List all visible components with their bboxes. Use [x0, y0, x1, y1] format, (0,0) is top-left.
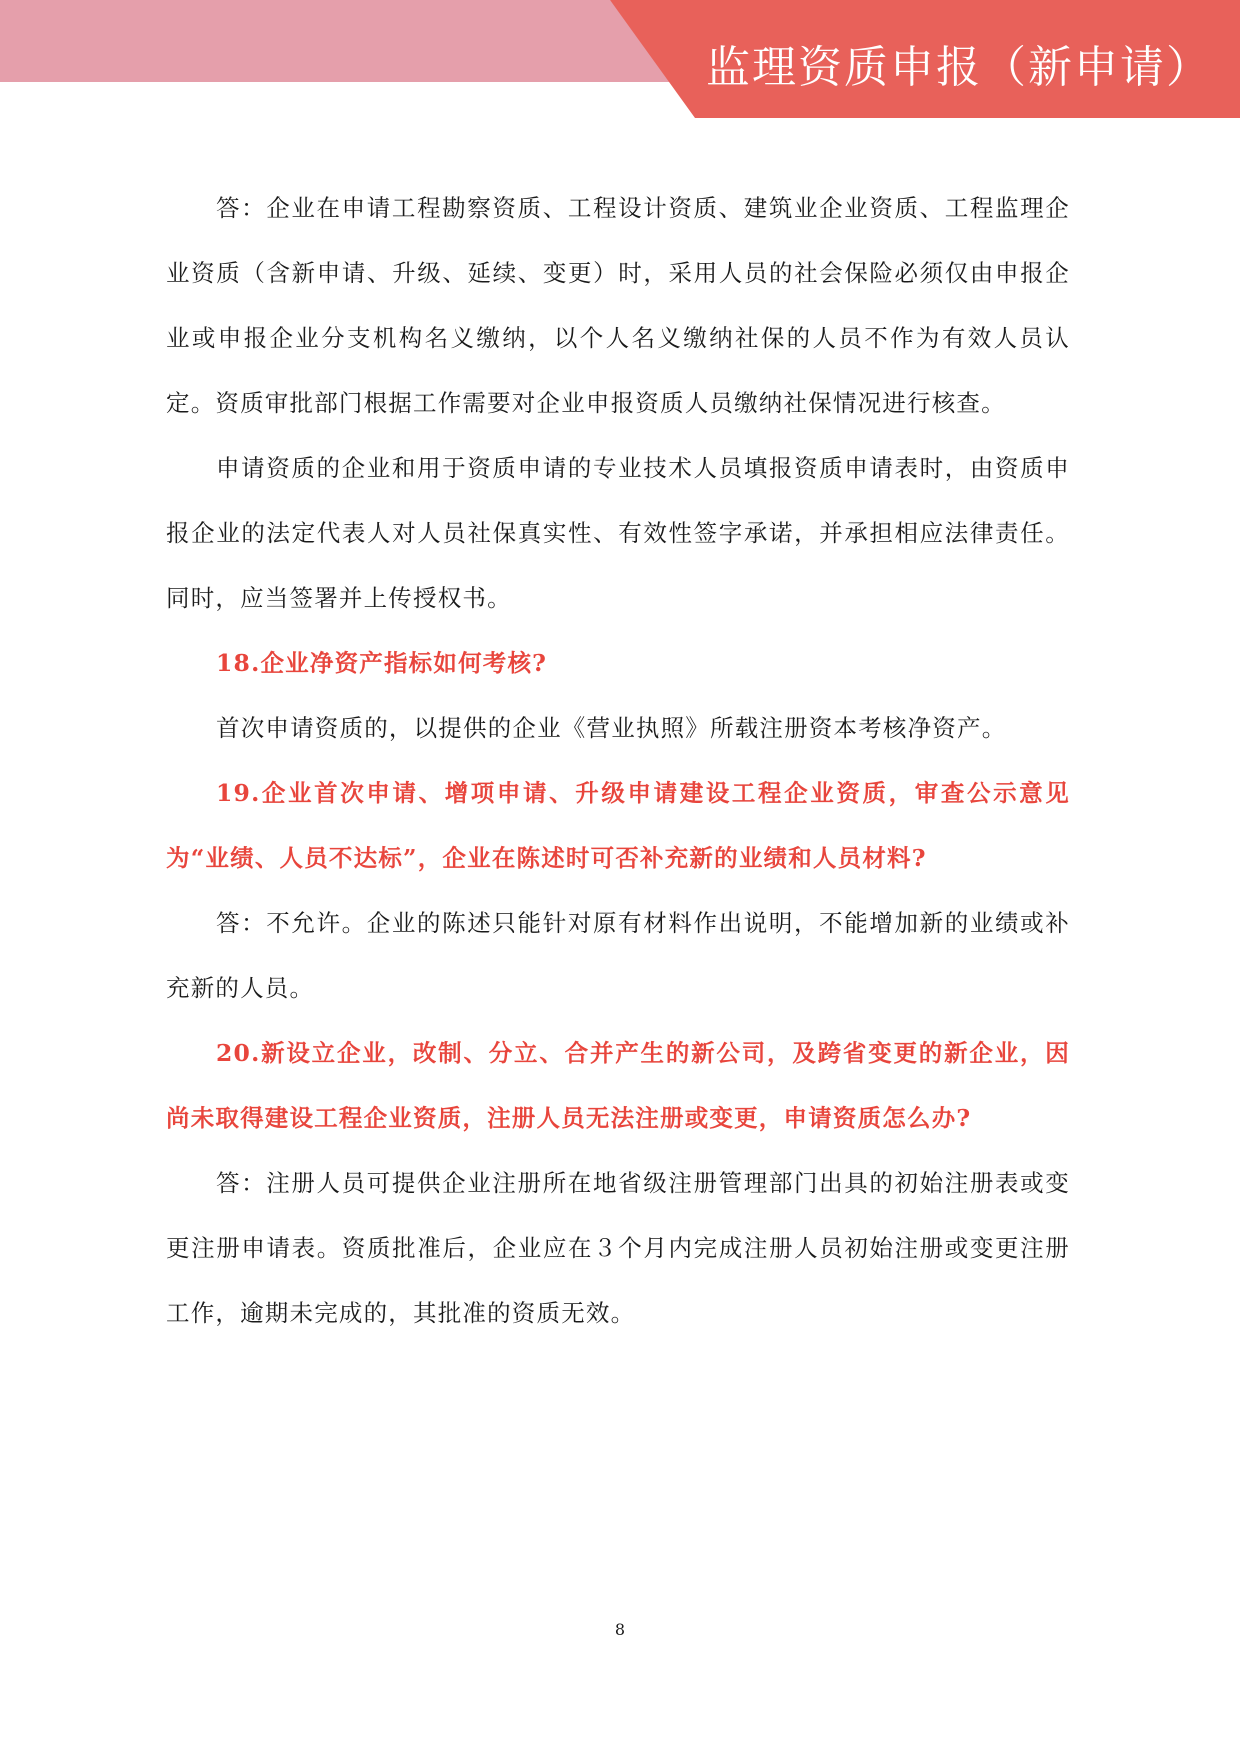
- header-band-light: [0, 0, 690, 82]
- header-band: [0, 0, 1240, 118]
- header-title: 监理资质申报（新申请）: [706, 42, 1212, 93]
- question-19: 19.企业首次申请、增项申请、升级申请建设工程企业资质，审查公示意见为“业绩、人员不达标”，企业在陈述时可否补充新的业绩和人员材料?: [166, 779, 1070, 872]
- answer-paragraph-2: 申请资质的企业和用于资质申请的专业技术人员填报资质申请表时，由资质申报企业的法定代表人对人员社保真实性、有效性签字承诺，并承担相应法律责任。同时，应当签署并上传授权书。: [166, 454, 1070, 612]
- answer-paragraph-1: 答：企业在申请工程勘察资质、工程设计资质、建筑业企业资质、工程监理企业资质（含新申请、升级、延续、变更）时，采用人员的社会保险必须仅由申报企业或申报企业分支机构名义缴纳，以个人名义缴纳社保的人员不作为有效人员认定。资质审批部门根据工作需要对企业申报资质人员缴纳社保情况进行核查。: [166, 194, 1070, 417]
- answer-19: 答：不允许。企业的陈述只能针对原有材料作出说明，不能增加新的业绩或补充新的人员。: [166, 909, 1070, 1002]
- question-18: 18.企业净资产指标如何考核?: [216, 649, 548, 677]
- question-20: 20.新设立企业，改制、分立、合并产生的新公司，及跨省变更的新企业，因尚未取得建设工程企业资质，注册人员无法注册或变更，申请资质怎么办?: [166, 1039, 1070, 1132]
- page-number: 8: [614, 1620, 626, 1639]
- answer-18: 首次申请资质的，以提供的企业《营业执照》所载注册资本考核净资产。: [216, 714, 1007, 742]
- document-body: [166, 176, 1070, 1346]
- answer-20: 答：注册人员可提供企业注册所在地省级注册管理部门出具的初始注册表或变更注册申请表。资质批准后，企业应在３个月内完成注册人员初始注册或变更注册工作，逾期未完成的，其批准的资质无效。: [166, 1169, 1070, 1327]
